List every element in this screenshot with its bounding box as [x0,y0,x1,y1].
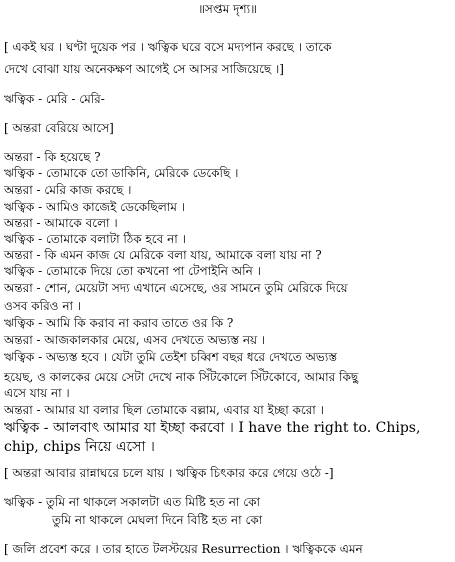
dialogue-line: ঋত্বিক - তোমাকে বলাটা ঠিক হবে না । [4,232,186,246]
dialogue-line: ঋত্বিক - আমিও কাজেই ডেকেছিলাম । [4,200,186,214]
dialogue-line: ঋত্বিক - মেরি - মেরি- [4,92,105,106]
dialogue-line: ঋত্বিক - তোমাকে দিয়ে তো কখনো পা টেপাইনি অনি । [4,264,261,278]
dialogue-line: ঋত্বিক - আমি কি করাব না করাব তাতে ওর কি ? [4,316,234,330]
stage-direction-line: [ অন্তরা আবার রান্নাঘরে চলে যায় । ঋত্বিক চিৎকার করে গেয়ে ওঠে -] [4,466,334,480]
scene-title: ॥সপ্তম দৃশ্য॥ [198,2,257,16]
dialogue-line: অন্তরা - মেরি কাজ করছে । [4,183,132,197]
dialogue-line: ঋত্বিক - তোমাকে তো ডাকিনি, মেরিকে ডেকেছি । [4,166,239,180]
dialogue-line: অন্তরা - আমার যা বলার ছিল তোমাকে বল্লাম, এবার যা ইচ্ছা করো । [4,403,324,417]
stage-direction-line: [ অন্তরা বেরিয়ে আসে] [4,121,114,135]
dialogue-line: অন্তরা - কি হয়েছে ? [4,150,101,164]
dialogue-line: অন্তরা - আমাকে বলো । [4,216,118,230]
dialogue-line: অন্তরা - কি এমন কাজ যে মেরিকে বলা যায়, আমাকে বলা যায় না ? [4,248,322,262]
stage-direction-line: [ একই ঘর । ঘণ্টা দুয়েক পর । ঋত্বিক ঘরে বসে মদ্যপান করছে । তাকে [4,40,332,54]
song-line: তুমি না থাকলে মেঘলা দিনে বিষ্টি হত না কো [52,513,263,527]
dialogue-line: ঋত্বিক - অভ্যস্ত হবে । যেটা তুমি তেইশ চব্বিশ বছর ধরে দেখতে অভ্যস্ত [4,350,337,364]
dialogue-line: অন্তরা - শোন, মেয়েটা সদ্য এখানে এসেছে, ওর সামনে তুমি মেরিকে দিয়ে [4,281,348,295]
stage-direction-line: দেখে বোঝা যায় অনেকক্ষণ আগেই সে আসর সাজিয়েছে ।] [4,62,284,76]
dialogue-line: ঋত্বিক - আলবাৎ আমার যা ইচ্ছা করবো । I have the right to. Chips, [4,420,421,436]
dialogue-line: এসে যায় না । [4,386,70,400]
dialogue-line: chip, chips নিয়ে এসো । [4,439,155,455]
dialogue-line: ওসব করিও না । [4,299,82,313]
dialogue-line: হয়েছ, ও কালকের মেয়ে সেটা দেখে নাক সিঁটকোলে সিঁটকোবে, আমার কিছু [4,370,359,384]
dialogue-line: অন্তরা - আজকালকার মেয়ে, এসব দেখতে অভ্যস্ত নয় । [4,333,266,347]
song-line: ঋত্বিক - তুমি না থাকলে সকালটা এত মিষ্টি হত না কো [4,495,260,509]
stage-direction-line: [ জলি প্রবেশ করে । তার হাতে টলস্টয়ের Resurrection । ঋত্বিককে এমন [4,542,363,556]
